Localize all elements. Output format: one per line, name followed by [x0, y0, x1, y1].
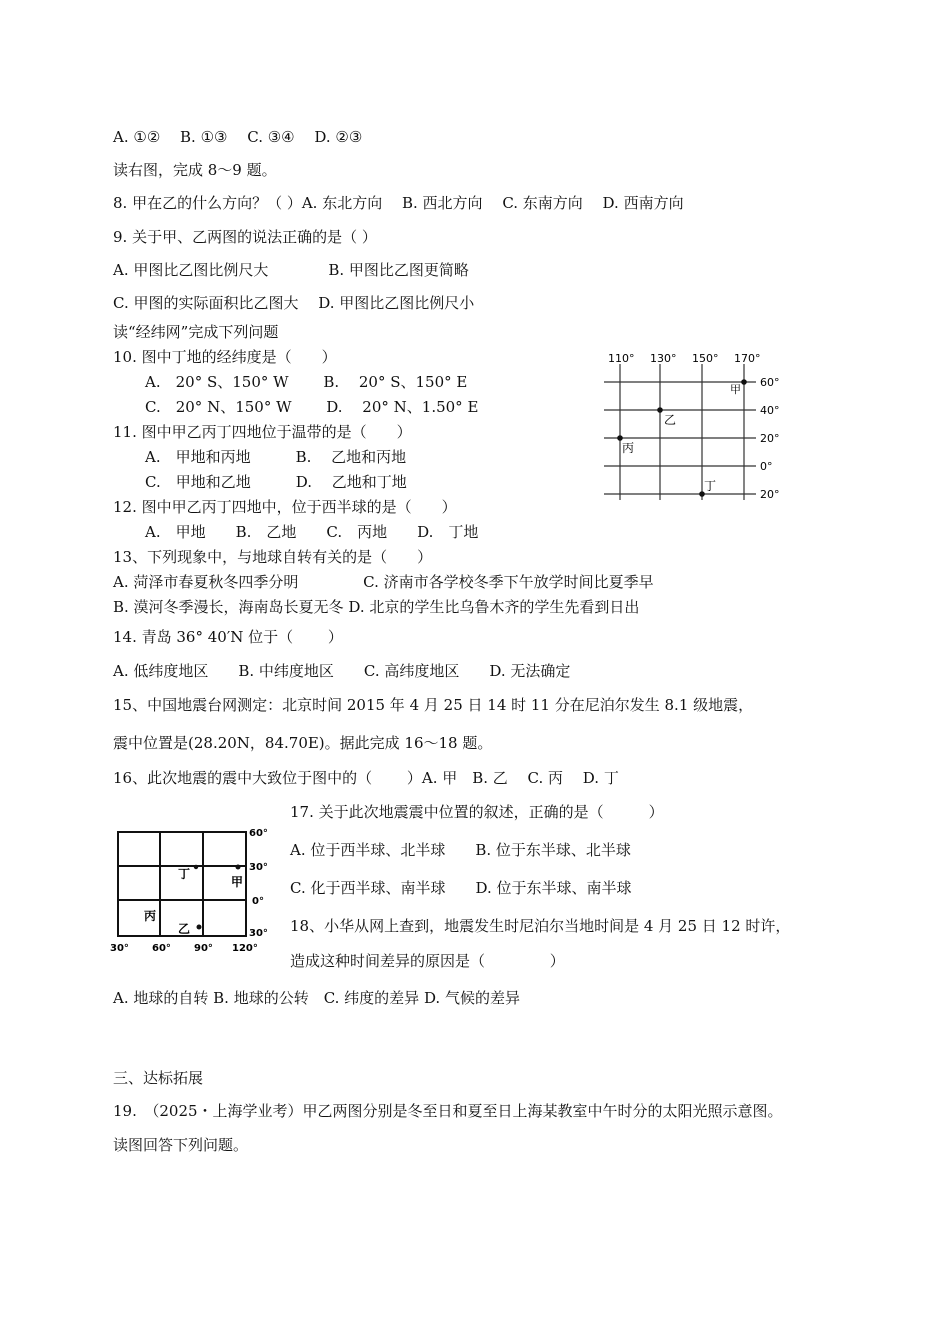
point-yi-label: 乙: [178, 922, 191, 936]
q9-options-cd: C. 甲图的实际面积比乙图大 D. 甲图比乙图比例尺小: [113, 294, 475, 312]
q14-options: A. 低纬度地区 B. 中纬度地区 C. 高纬度地区 D. 无法确定: [113, 662, 571, 680]
latlon-grid-figure-1: [598, 348, 798, 512]
q11-options-ab: A. 甲地和丙地 B. 乙地和丙地: [145, 448, 407, 466]
lat-label: 30°: [249, 928, 268, 939]
lon-label: 130°: [650, 352, 677, 365]
point-jia-label: 甲: [730, 383, 741, 396]
q9-options-ab: A. 甲图比乙图比例尺大 B. 甲图比乙图更简略: [113, 261, 469, 279]
lat-label: 0°: [760, 460, 773, 473]
question-15-line2: 震中位置是(28.20N，84.70E)。据此完成 16～18 题。: [113, 734, 493, 752]
question-19-line2: 读图回答下列问题。: [113, 1136, 249, 1154]
q12-options: A. 甲地 B. 乙地 C. 丙地 D. 丁地: [145, 523, 479, 541]
question-10: 10. 图中丁地的经纬度是（ ）: [113, 348, 337, 366]
point-jia-marker: [741, 379, 747, 385]
lat-label: 20°: [760, 432, 780, 445]
q11-options-cd: C. 甲地和乙地 D. 乙地和丁地: [145, 473, 407, 491]
lat-label: 60°: [249, 828, 268, 839]
instruction-grid: 读“经纬网”完成下列问题: [113, 323, 279, 341]
lat-label: 40°: [760, 404, 780, 417]
section-heading-3: 三、达标拓展: [113, 1069, 204, 1087]
lat-label: 30°: [249, 862, 268, 873]
q17-options-cd: C. 化于西半球、南半球 D. 位于东半球、南半球: [290, 879, 632, 897]
point-bing-marker: [617, 435, 623, 441]
q7-options: A. ①② B. ①③ C. ③④ D. ②③: [113, 128, 363, 146]
instruction-8-9: 读右图，完成 8～9 题。: [113, 161, 277, 179]
question-13: 13、下列现象中，与地球自转有关的是（ ）: [113, 548, 433, 566]
lat-label: 20°: [760, 488, 780, 501]
lon-label: 170°: [734, 352, 761, 365]
question-9: 9. 关于甲、乙两图的说法正确的是（ ）: [113, 228, 377, 246]
point-yi-label: 乙: [664, 413, 677, 427]
lon-label: 150°: [692, 352, 719, 365]
point-ding-label: 丁: [178, 867, 191, 881]
question-18-line1: 18、小华从网上查到，地震发生时尼泊尔当地时间是 4 月 25 日 12 时许，: [290, 917, 791, 935]
point-yi-marker: [657, 407, 663, 413]
question-17: 17. 关于此次地震震中位置的叙述，正确的是（ ）: [290, 803, 664, 821]
question-11: 11. 图中甲乙丙丁四地位于温带的是（ ）: [113, 423, 412, 441]
lon-label: 120°: [232, 943, 258, 954]
lat-label: 60°: [760, 376, 780, 389]
question-15-line1: 15、中国地震台网测定：北京时间 2015 年 4 月 25 日 14 时 11 分在尼泊尔发生 8.1 级地震，: [113, 696, 754, 714]
point-jia-label: 甲: [231, 875, 244, 889]
question-19-line1: 19. （2025・上海学业考）甲乙两图分别是冬至日和夏至日上海某教室中午时分的太阳光照示意图。: [113, 1102, 783, 1120]
question-16: 16、此次地震的震中大致位于图中的（ ）A. 甲 B. 乙 C. 丙 D. 丁: [113, 769, 619, 787]
q13-options-ac: A. 菏泽市春夏秋冬四季分明 C. 济南市各学校冬季下午放学时间比夏季早: [113, 573, 654, 591]
question-8: 8. 甲在乙的什么方向？（ ）A. 东北方向 B. 西北方向 C. 东南方向 D. 西南方向: [113, 194, 684, 212]
q10-options-ab: A. 20° S、150° W B. 20° S、150° E: [145, 373, 468, 391]
q10-options-cd: C. 20° N、150° W D. 20° N、1.50° E: [145, 398, 479, 416]
question-14: 14. 青岛 36° 40′N 位于（ ）: [113, 628, 343, 646]
point-ding-label: 丁: [704, 479, 717, 493]
point-bing-label: 丙: [144, 909, 157, 923]
lon-label: 110°: [608, 352, 635, 365]
question-18-line2: 造成这种时间差异的原因是（ ）: [290, 952, 565, 970]
q18-options: A. 地球的自转 B. 地球的公转 C. 纬度的差异 D. 气候的差异: [113, 989, 520, 1007]
latlon-grid-figure-2: [108, 820, 278, 964]
point-jia-marker: [236, 865, 241, 870]
lon-label: 30°: [110, 943, 129, 954]
question-12: 12. 图中甲乙丙丁四地中，位于西半球的是（ ）: [113, 498, 457, 516]
point-ding-marker: [194, 865, 198, 869]
q17-options-ab: A. 位于西半球、北半球 B. 位于东半球、北半球: [290, 841, 631, 859]
lat-label: 0°: [252, 896, 264, 907]
lon-label: 60°: [152, 943, 171, 954]
point-yi-marker: [197, 925, 202, 930]
lon-label: 90°: [194, 943, 213, 954]
point-bing-label: 丙: [622, 441, 635, 455]
q13-options-bd: B. 漠河冬季漫长，海南岛长夏无冬 D. 北京的学生比乌鲁木齐的学生先看到日出: [113, 598, 640, 616]
